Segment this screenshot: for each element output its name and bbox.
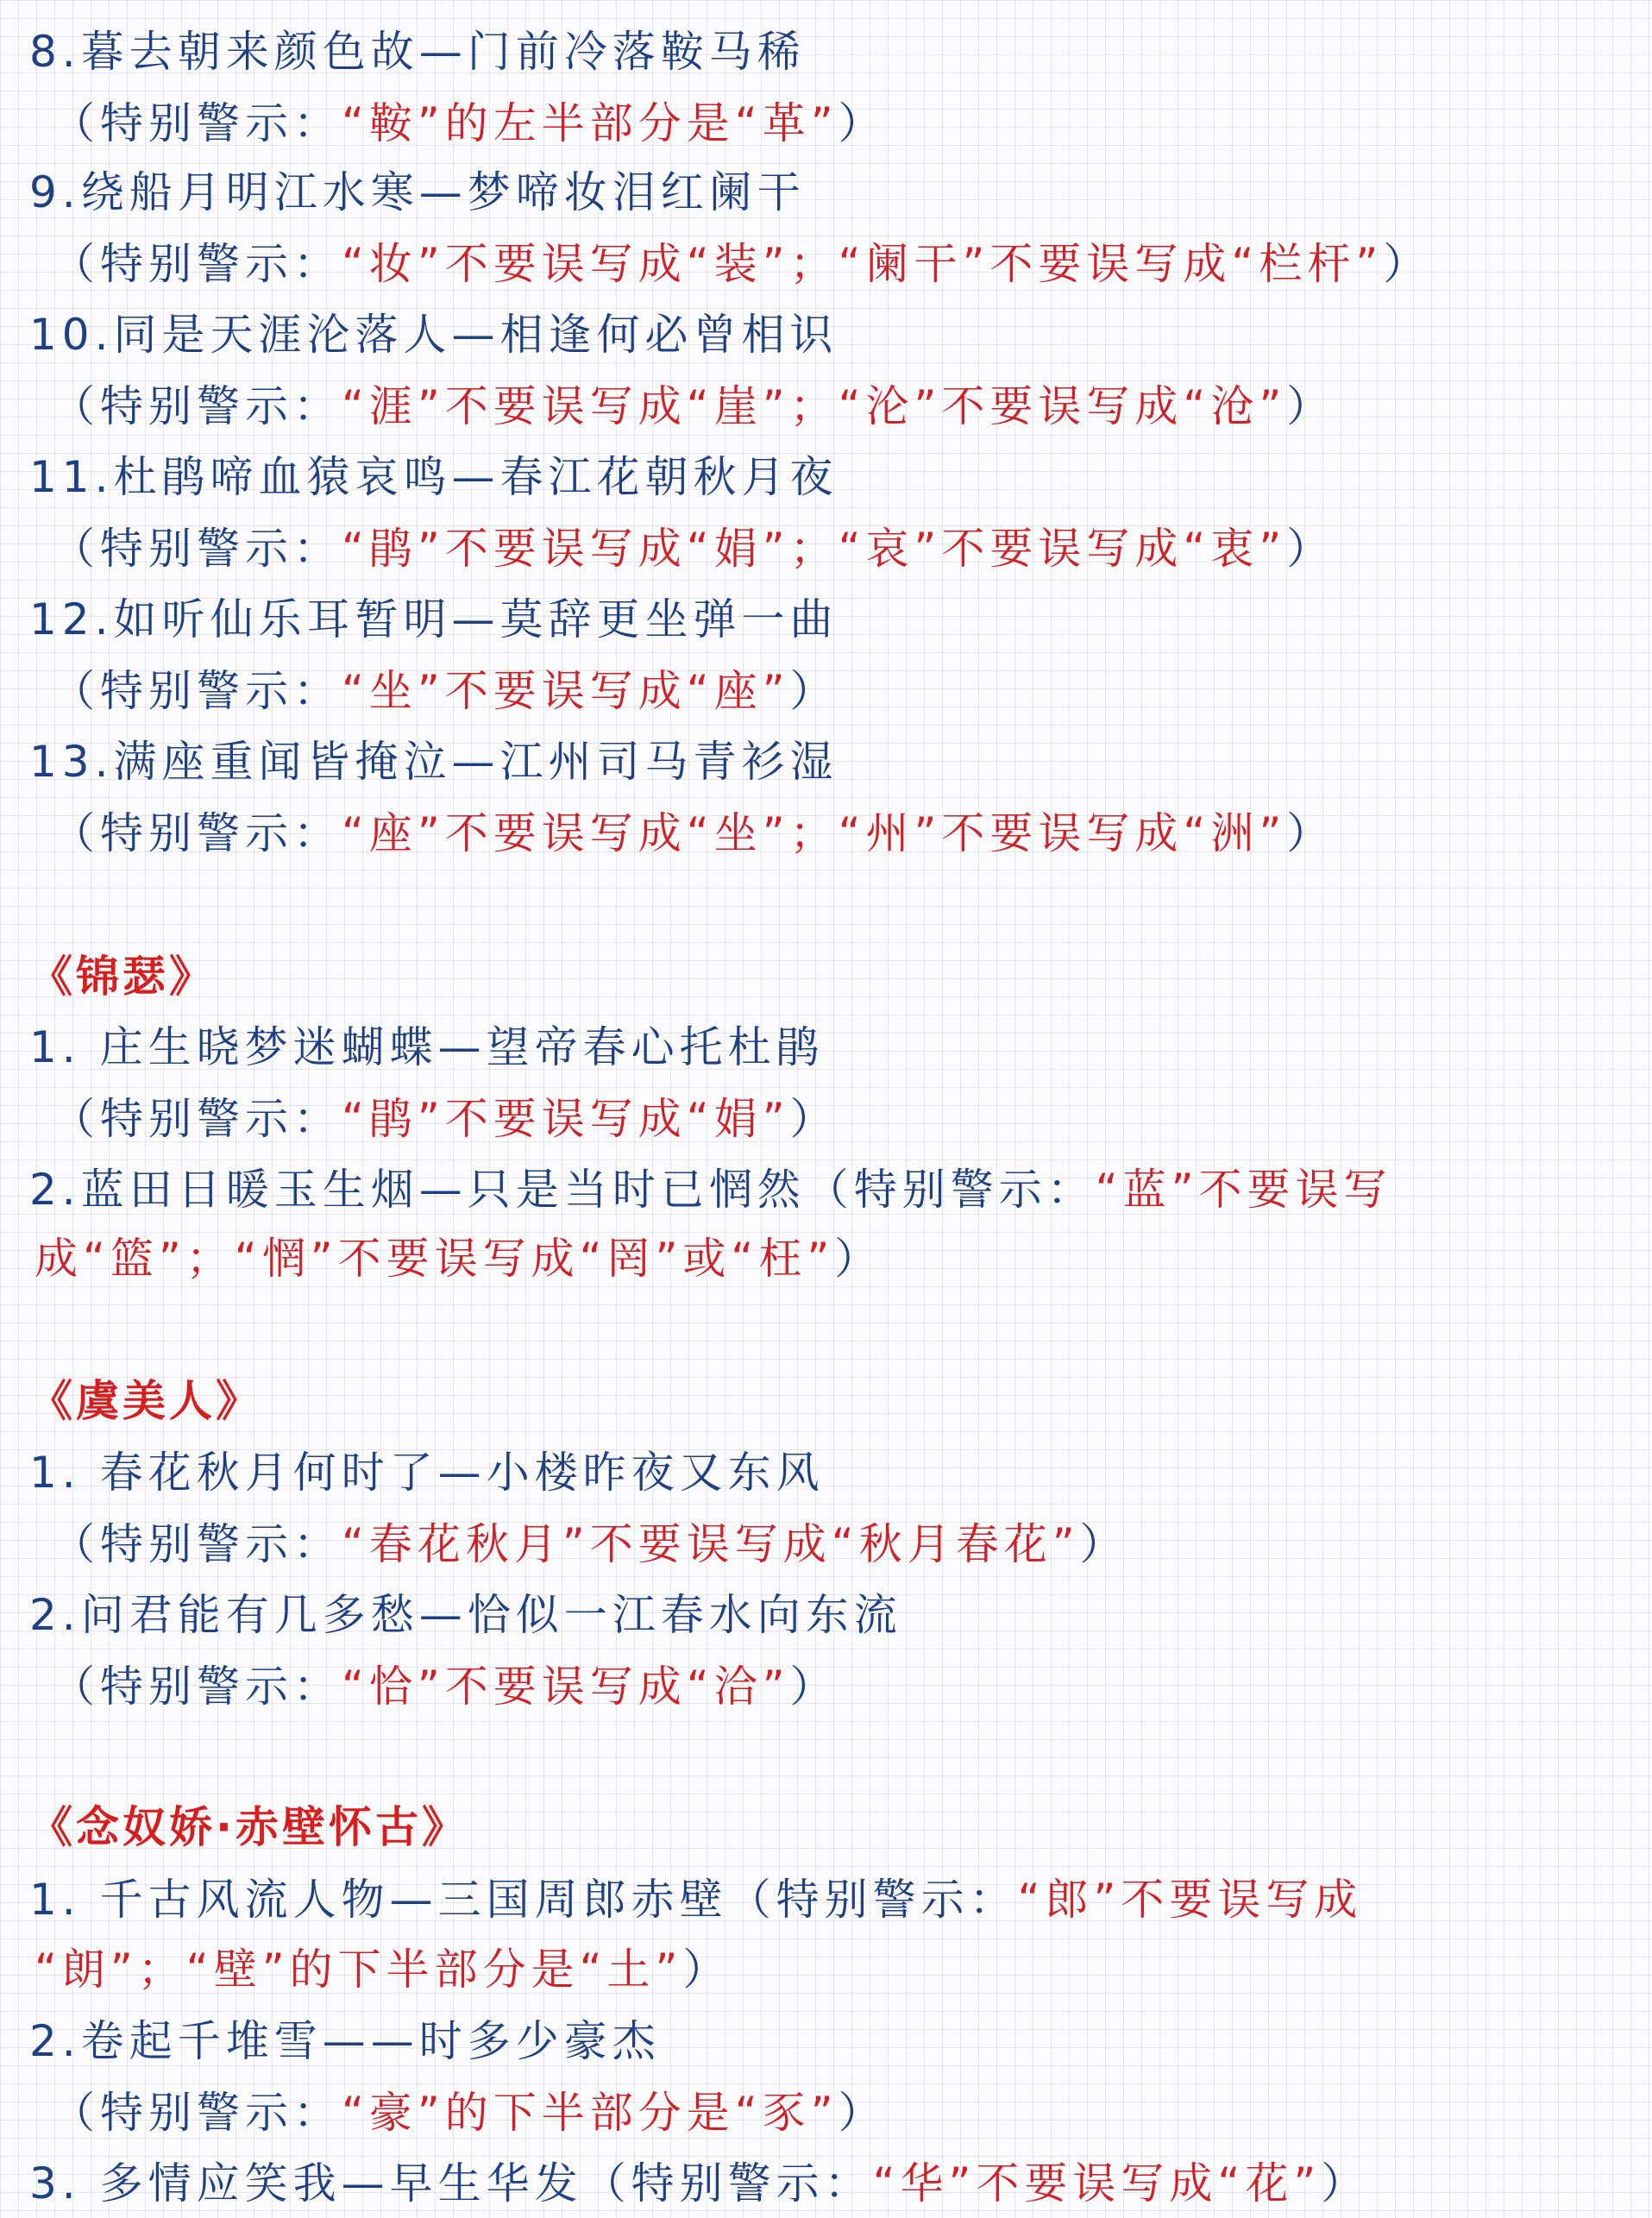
poem-text: 13.满座重闻皆掩泣—江州司马青衫湿 — [29, 737, 839, 787]
warning-close: ） — [789, 1094, 839, 1144]
poem-text: 1. 千古风流人物—三国周郎赤壁（特别警示： — [29, 1875, 1018, 1925]
warning-note — [52, 89, 1635, 158]
warning-label: （特别警示： — [52, 666, 342, 716]
poem-line — [29, 1438, 1635, 1507]
poem-line — [29, 2007, 1635, 2076]
warning-close: ） — [789, 1662, 839, 1712]
poem-line — [29, 158, 1635, 227]
poem-text: 3. 多情应笑我—早生华发（特别警示： — [29, 2158, 873, 2209]
warning-note — [52, 514, 1635, 583]
poem-line — [29, 2149, 1635, 2218]
warning-label: （特别警示： — [52, 1519, 342, 1569]
warning-label: （特别警示： — [52, 524, 342, 574]
poem-line — [29, 727, 1635, 796]
warning-close: ） — [1321, 2158, 1370, 2209]
warning-text: “妆”不要误写成“装”；“阑干”不要误写成“栏杆” — [342, 239, 1384, 289]
warning-note — [52, 1652, 1635, 1721]
warning-note — [52, 657, 1635, 726]
warning-label: （特别警示： — [52, 381, 342, 431]
poem-text: 12.如听仙乐耳暂明—莫辞更坐弹一曲 — [29, 594, 839, 644]
warning-text: “华”不要误写成“花” — [872, 2158, 1322, 2209]
warning-text: “鞍”的左半部分是“革” — [342, 98, 839, 148]
warning-text: “郎”不要误写成 — [1017, 1875, 1363, 1925]
warning-label: （特别警示： — [52, 1662, 342, 1712]
warning-label: （特别警示： — [52, 239, 342, 289]
poem-text: 1. 庄生晓梦迷蝴蝶—望帝春心托杜鹃 — [29, 1022, 825, 1072]
poem-line — [29, 1155, 1635, 1224]
warning-continuation — [35, 1224, 1635, 1293]
poem-line — [29, 1580, 1635, 1649]
warning-label: （特别警示： — [52, 808, 342, 858]
poem-line — [29, 1013, 1635, 1082]
warning-close: ） — [838, 98, 887, 148]
section-title: 《念奴娇·赤壁怀古》 — [29, 1802, 468, 1852]
warning-text: “豪”的下半部分是“豕” — [342, 2088, 839, 2138]
warning-close: ） — [1383, 239, 1432, 289]
poem-line — [29, 585, 1635, 654]
section-title: 《锦瑟》 — [29, 952, 216, 1002]
poem-text: 2.卷起千堆雪——时多少豪杰 — [29, 2016, 661, 2066]
warning-note — [52, 372, 1635, 441]
warning-text: “坐”不要误写成“座” — [342, 666, 790, 716]
warning-close: ） — [1079, 1519, 1128, 1569]
warning-text: 成“篮”；“惘”不要误写成“罔”或“枉” — [35, 1234, 835, 1284]
poem-text: 2.蓝田日暖玉生烟—只是当时已惘然（特别警示： — [29, 1165, 1096, 1215]
section-title: 《虞美人》 — [29, 1376, 262, 1426]
warning-close: ） — [1286, 524, 1335, 574]
poem-text: 8.暮去朝来颜色故—门前冷落鞍马稀 — [29, 27, 806, 77]
warning-note — [52, 2078, 1635, 2147]
poem-line — [29, 443, 1635, 512]
warning-label: （特别警示： — [52, 1094, 342, 1144]
poem-text: 11.杜鹃啼血猿哀鸣—春江花朝秋月夜 — [29, 452, 839, 502]
warning-text: “鹃”不要误写成“娟” — [342, 1094, 790, 1144]
warning-close: ） — [682, 1945, 732, 1995]
poem-line — [29, 17, 1635, 86]
warning-note — [52, 799, 1635, 868]
warning-note — [52, 229, 1635, 298]
warning-close: ） — [834, 1234, 883, 1284]
warning-label: （特别警示： — [52, 2088, 342, 2138]
warning-text: “朗”；“壁”的下半部分是“土” — [35, 1945, 683, 1995]
warning-close: ） — [1286, 808, 1335, 858]
poem-line — [29, 1865, 1635, 1934]
warning-text: “涯”不要误写成“崖”；“沦”不要误写成“沧” — [342, 381, 1287, 431]
warning-text: “蓝”不要误写 — [1095, 1165, 1392, 1215]
warning-text: “座”不要误写成“坐”；“州”不要误写成“洲” — [342, 808, 1287, 858]
warning-label: （特别警示： — [52, 98, 342, 148]
poem-text: 1. 春花秋月何时了—小楼昨夜又东风 — [29, 1448, 825, 1498]
warning-note — [52, 1084, 1635, 1153]
warning-close: ） — [1286, 381, 1335, 431]
poem-text: 2.问君能有几多愁—恰似一江春水向东流 — [29, 1590, 902, 1640]
poem-line — [29, 300, 1635, 369]
warning-close: ） — [838, 2088, 887, 2138]
warning-note — [52, 1510, 1635, 1579]
poem-text: 10.同是天涯沦落人—相逢何必曾相识 — [29, 310, 839, 360]
warning-close: ） — [789, 666, 839, 716]
warning-continuation — [35, 1935, 1635, 2004]
warning-text: “恰”不要误写成“洽” — [342, 1662, 790, 1712]
poem-text: 9.绕船月明江水寒—梦啼妆泪红阑干 — [29, 167, 806, 217]
warning-text: “鹃”不要误写成“娟”；“哀”不要误写成“衷” — [342, 524, 1287, 574]
warning-text: “春花秋月”不要误写成“秋月春花” — [342, 1519, 1080, 1569]
